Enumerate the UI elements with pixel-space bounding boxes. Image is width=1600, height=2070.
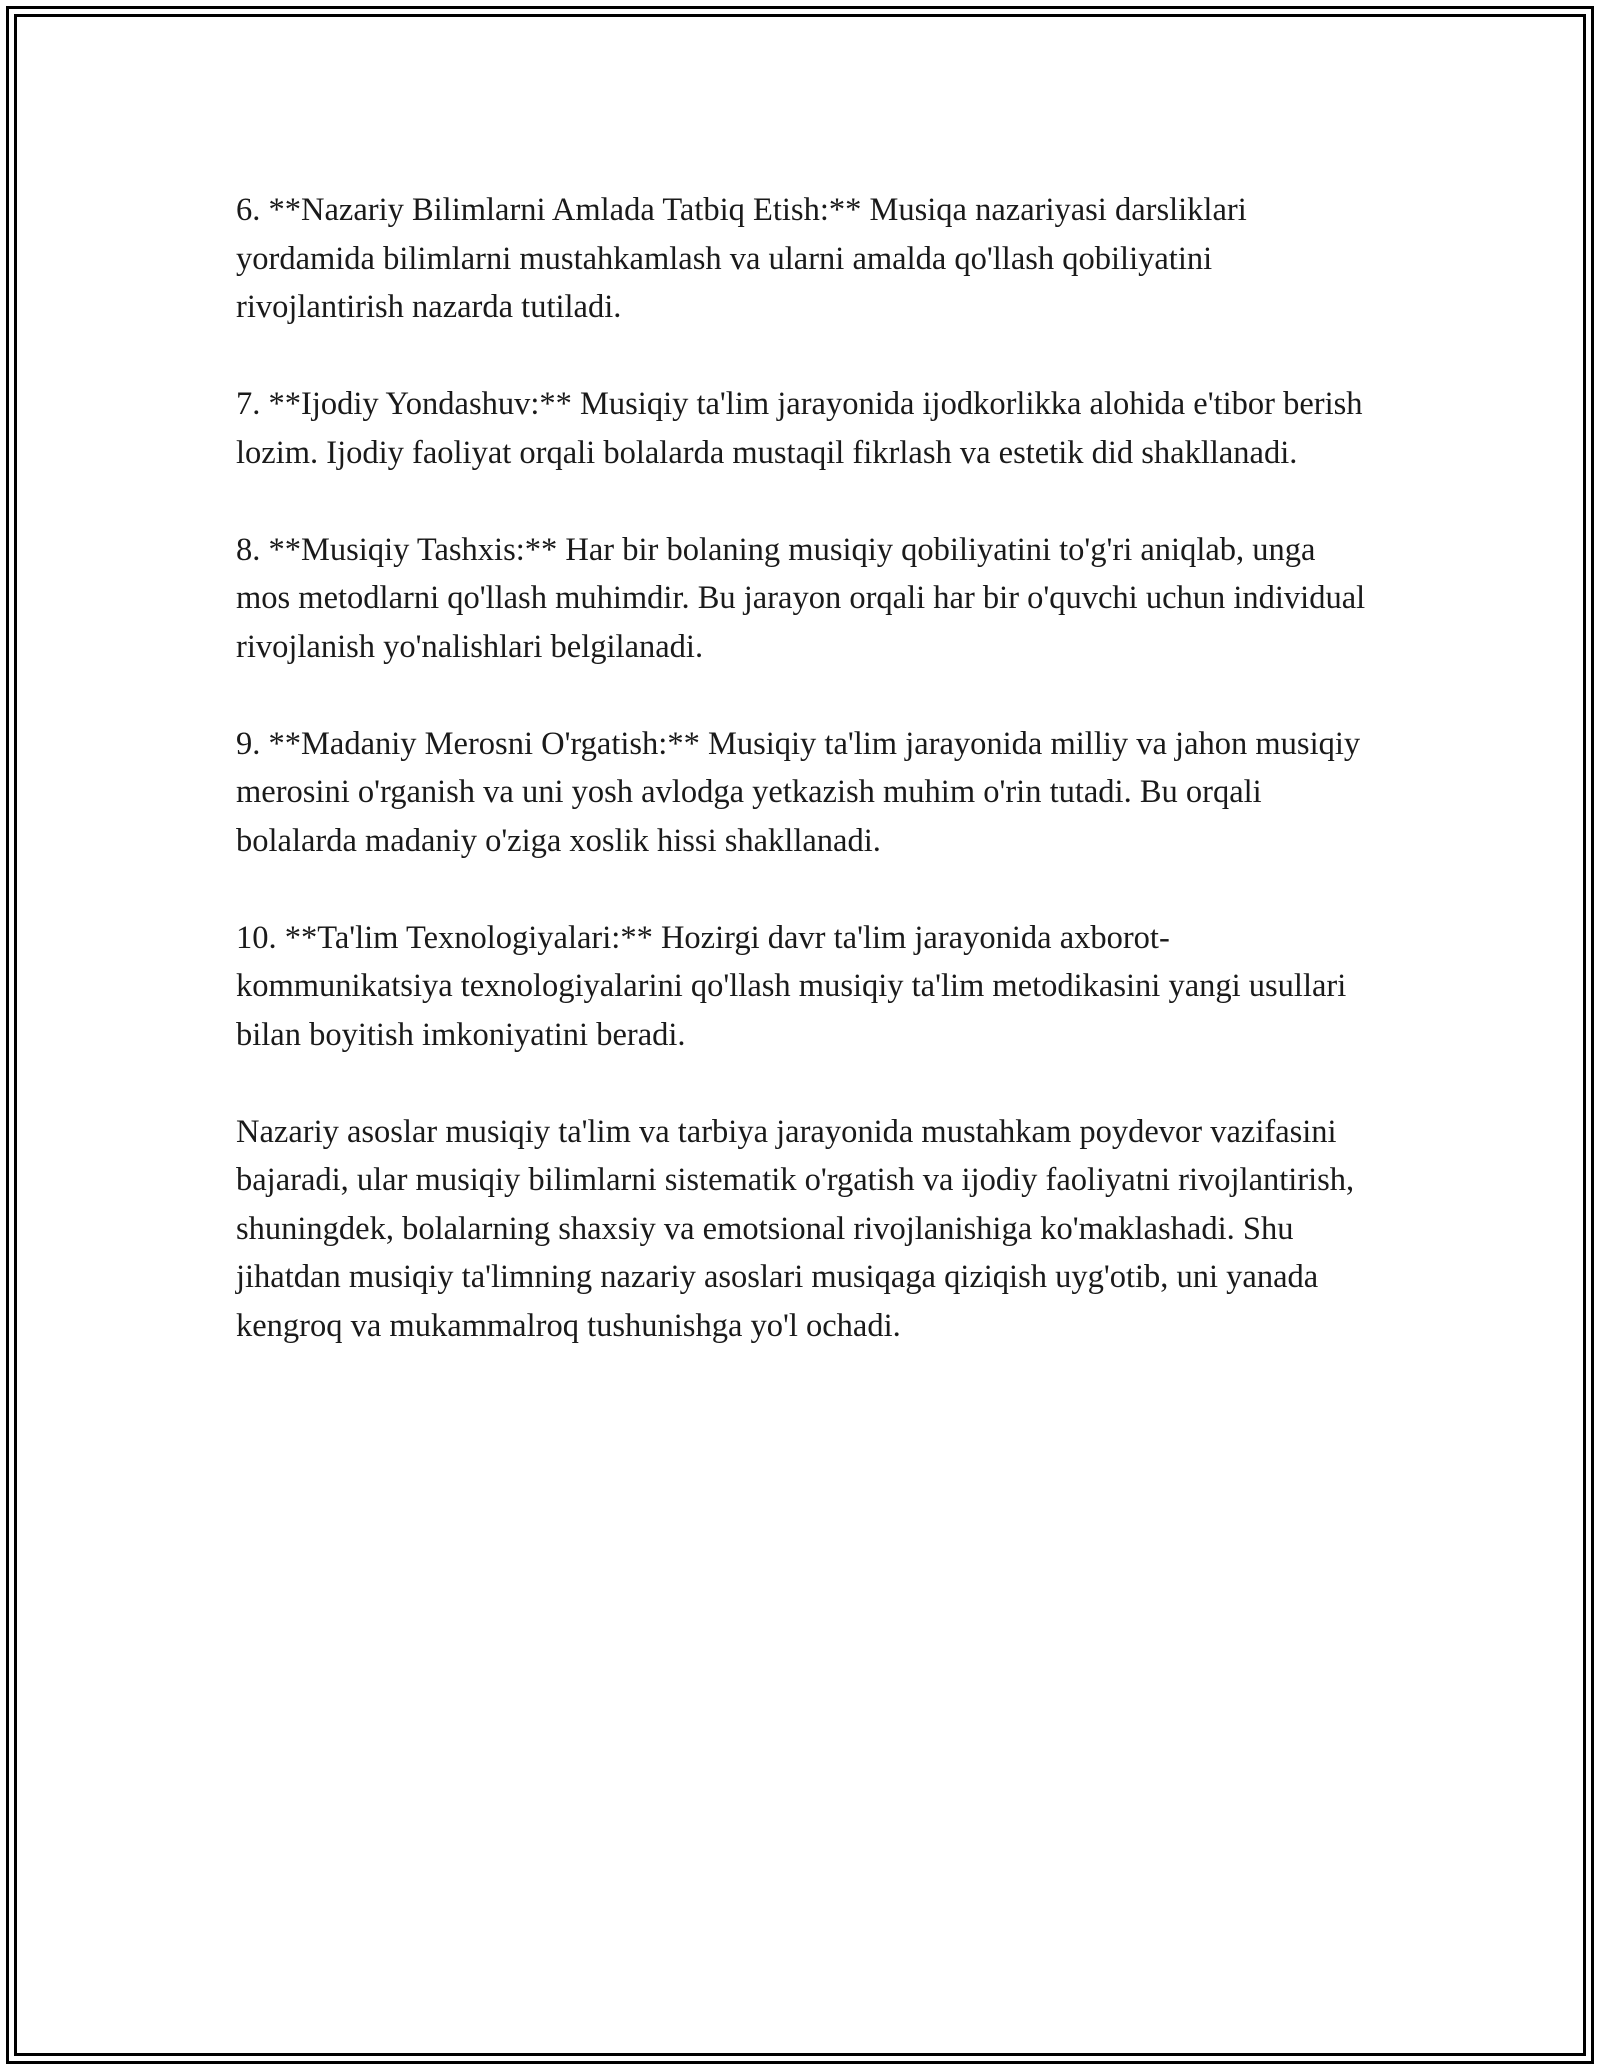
document-body (236, 186, 1366, 1350)
paragraph-conclusion: Nazariy asoslar musiqiy ta'lim va tarbiya jarayonida mustahkam poydevor vazifasini bajaradi, ular musiqiy bilimlarni sistematik o'rgatish va ijodiy faoliyatni rivojlantirish, shuningdek, bolalarning shaxsiy va emotsional rivojlanishiga ko'maklashadi. Shu jihatdan musiqiy ta'limning nazariy asoslari musiqaga qiziqish uyg'otib, uni yanada kengroq va mukammalroq tushunishga yo'l ochadi. (236, 1113, 1355, 1344)
paragraph-principle-6: 6. **Nazariy Bilimlarni Amlada Tatbiq Etish:** Musiqa nazariyasi darsliklari yordamida bilimlarni mustahkamlash va ularni amalda qo'llash qobiliyatini rivojlantirish nazarda tutiladi. (236, 192, 1247, 325)
paragraph-principle-10: 10. **Ta'lim Texnologiyalari:** Hozirgi davr ta'lim jarayonida axborot-kommunikatsiya texnologiyalarini qo'llash musiqiy ta'lim metodikasini yangi usullari bilan boyitish imkoniyatini beradi. (236, 919, 1347, 1053)
paragraph-principle-9: 9. **Madaniy Merosni O'rgatish:** Musiqiy ta'lim jarayonida milliy va jahon musiqiy merosini o'rganish va uni yosh avlodga yetkazish muhim o'rin tutadi. Bu orqali bolalarda madaniy o'ziga xoslik hissi shakllanadi. (236, 725, 1361, 859)
paragraph-principle-7: 7. **Ijodiy Yondashuv:** Musiqiy ta'lim jarayonida ijodkorlikka alohida e'tibor berish lozim. Ijodiy faoliyat orqali bolalarda mustaqil fikrlash va estetik did shakllanadi. (236, 386, 1363, 471)
paragraph-principle-8: 8. **Musiqiy Tashxis:** Har bir bolaning musiqiy qobiliyatini to'g'ri aniqlab, unga mos metodlarni qo'llash muhimdir. Bu jarayon orqali har bir o'quvchi uchun individual rivojlanish yo'nalishlari belgilanadi. (236, 531, 1366, 665)
